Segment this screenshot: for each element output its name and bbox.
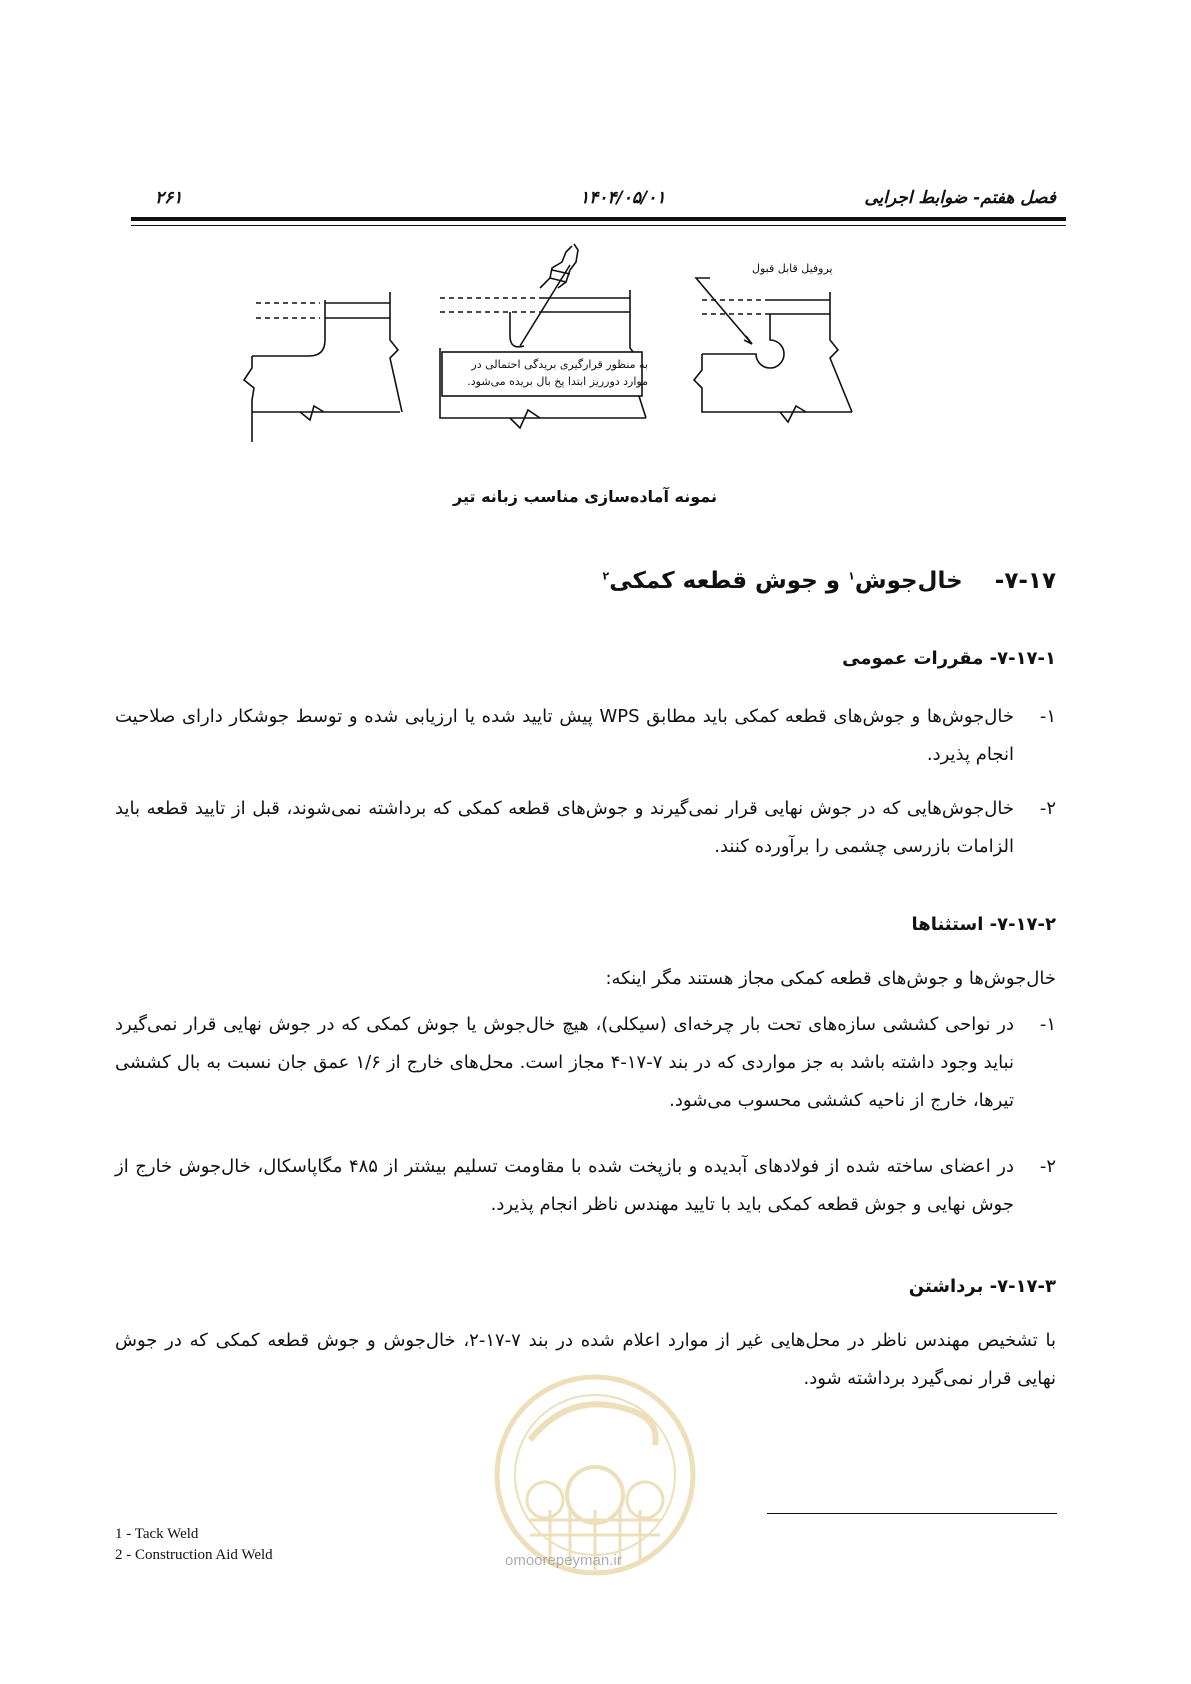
subsection-heading-exceptions: ۷-۱۷-۲- استثناها <box>911 914 1056 935</box>
middle-cope-drawing <box>440 244 646 428</box>
header-date: ۱۴۰۴/۰۵/۰۱ <box>580 188 666 208</box>
section-heading <box>602 568 1056 594</box>
figure-caption: نمونه آماده‌سازی مناسب زبانه تیر <box>453 487 717 506</box>
list-item-text: خال‌جوش‌ها و جوش‌های قطعه کمکی باید مطابق WPS پیش تایید شده یا ارزیابی شده و توسط جوشکار دارای صلاحیت انجام پذیرد. <box>115 706 1014 765</box>
subsection-heading-removal: ۷-۱۷-۳- برداشتن <box>908 1276 1056 1297</box>
list-item-number: ۲- <box>1039 1156 1056 1177</box>
footnote-rule <box>767 1513 1057 1514</box>
exceptions-intro: خال‌جوش‌ها و جوش‌های قطعه کمکی مجاز هستند مگر اینکه: <box>605 968 1056 989</box>
list-item <box>115 698 1056 774</box>
chapter-title: فصل هفتم- ضوابط اجرایی <box>864 188 1056 208</box>
list-item <box>115 1148 1056 1224</box>
list-item-number: ۱- <box>1039 706 1056 727</box>
figure-label-profile: پروفیل قابل قبول <box>752 262 833 275</box>
list-item-text: در نواحی کششی سازه‌های تحت بار چرخه‌ای (سیکلی)، هیچ خال‌جوش یا جوش کمکی که در جوش نهایی قرار نمی‌گیرد نباید وجود داشته باشد به جز مواردی که در بند ۷-۱۷-۴ مجاز است. محل‌های خارج از ۱/۶ عمق جان نسبت به بال کششی تیرها، خارج از ناحیه کششی محسوب می‌شود. <box>115 1014 1015 1111</box>
list-item-number: ۲- <box>1039 798 1056 819</box>
section-title-b: و جوش قطعه کمکی <box>609 568 841 594</box>
removal-paragraph: با تشخیص مهندس ناظر در محل‌هایی غیر از موارد اعلام شده در بند ۷-۱۷-۲، خال‌جوش و جوش قطعه کمکی که در جوش نهایی قرار نمی‌گیرد برداشته شود. <box>115 1330 1056 1389</box>
list-item <box>115 1006 1056 1120</box>
list-item <box>115 790 1056 866</box>
header-rule-thick <box>131 217 1066 221</box>
footnote-1: 1 - Tack Weld <box>115 1526 199 1542</box>
subsection-heading-general: ۷-۱۷-۱- مقررات عمومی <box>842 648 1056 669</box>
footnote-2: 2 - Construction Aid Weld <box>115 1547 273 1563</box>
figure-note-line2: موارد دورریز ابتدا پخ بال بریده می‌شود. <box>467 375 648 388</box>
footnote-ref-2: ۲ <box>602 569 610 583</box>
footnote-ref-1: ۱ <box>848 569 855 583</box>
figure-note-line1: به منظور قرارگیری بریدگی احتمالی در <box>471 358 648 371</box>
section-number: ۷-۱۷- <box>994 568 1056 594</box>
page-number: ۲۶۱ <box>155 188 183 208</box>
watermark-logo <box>490 1370 700 1580</box>
right-cope-drawing <box>694 278 852 422</box>
header-rule-thin <box>131 225 1066 226</box>
watermark-url: omoorepeyman.ir <box>505 1552 622 1569</box>
left-cope-drawing <box>244 292 402 442</box>
list-item-text: در اعضای ساخته شده از فولادهای آبدیده و بازپخت شده با مقاومت تسلیم بیشتر از ۴۸۵ مگاپاسکال، خال‌جوش خارج از جوش نهایی و جوش قطعه کمکی باید با تایید مهندس ناظر انجام پذیرد. <box>115 1156 1015 1215</box>
list-item-text: خال‌جوش‌هایی که در جوش نهایی قرار نمی‌گیرند و جوش‌های قطعه کمکی که برداشته نمی‌شوند، قبل از تایید قطعه باید الزامات بازرسی چشمی را برآورده کنند. <box>115 798 1014 857</box>
section-title-a: خال‌جوش <box>854 568 963 594</box>
list-item-number: ۱- <box>1039 1014 1056 1035</box>
